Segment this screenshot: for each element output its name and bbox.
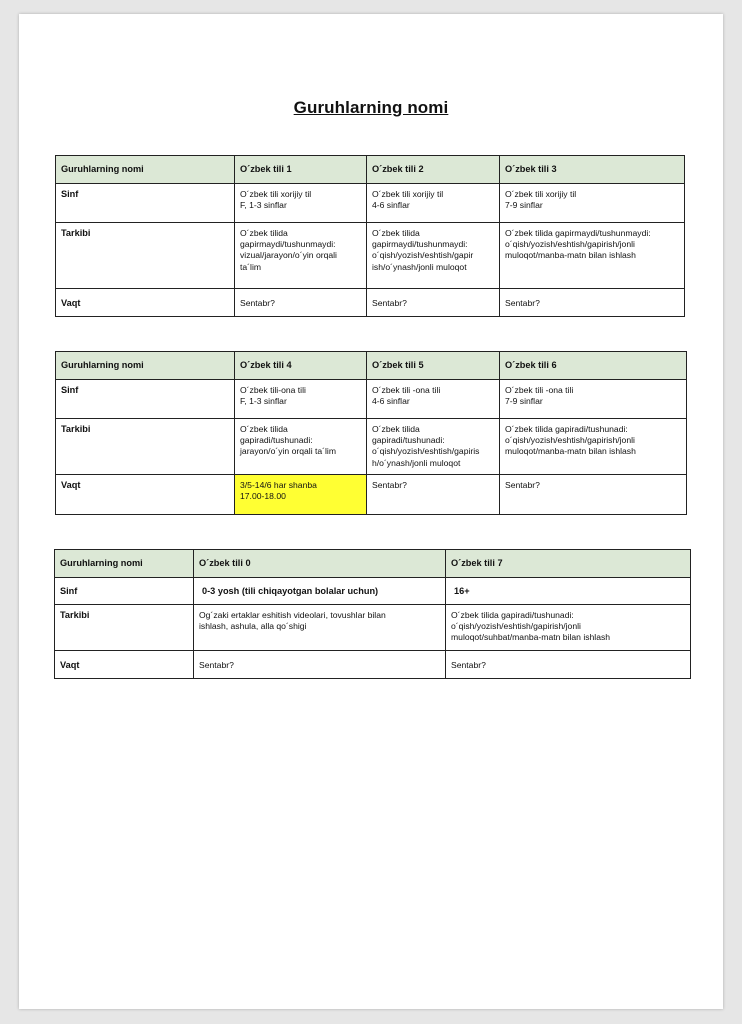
row-label-content: Tarkibi [56,419,235,475]
class-cell: 0-3 yosh (tili chiqayotgan bolalar uchun) [194,578,446,605]
table-row-time [55,651,691,679]
table-row-content [56,223,685,289]
row-label-class: Sinf [55,578,194,605]
groups-table-3 [54,549,691,679]
class-cell: O´zbek tili xorijiy til 7-9 sinflar [500,184,685,223]
header-label-group-name: Guruhlarning nomi [56,156,235,184]
table-row-time [56,475,687,515]
time-cell: Sentabr? [500,289,685,317]
row-label-class: Sinf [56,184,235,223]
table-row-class [56,184,685,223]
class-cell: O´zbek tili xorijiy til F, 1-3 sinflar [235,184,367,223]
table-row-content [55,605,691,651]
row-label-content: Tarkibi [56,223,235,289]
time-cell: Sentabr? [367,289,500,317]
time-cell: Sentabr? [446,651,691,679]
table-header-row [55,550,691,578]
document-title: Guruhlarning nomi [293,98,449,117]
time-cell: Sentabr? [500,475,687,515]
row-label-time: Vaqt [56,289,235,317]
table-row-class [55,578,691,605]
table-header-row [56,352,687,380]
content-cell: O´zbek tilida gapiradi/tushunadi: jarayon/o´yin orqali ta´lim [235,419,367,475]
time-cell: Sentabr? [367,475,500,515]
table-row-time [56,289,685,317]
group-name-cell: O´zbek tili 1 [235,156,367,184]
class-cell: O´zbek tili xorijiy til 4-6 sinflar [367,184,500,223]
row-label-time: Vaqt [55,651,194,679]
class-cell: O´zbek tili -ona tili 4-6 sinflar [367,380,500,419]
group-name-cell: O´zbek tili 5 [367,352,500,380]
content-cell: O´zbek tilida gapiradi/tushunadi: o´qish/yozish/eshtish/gapirish/jonli muloqot/suhbat/manba-matn bilan ishlash [446,605,691,651]
content-cell: Og´zaki ertaklar eshitish videolari, tovushlar bilan ishlash, ashula, alla qo´shigi [194,605,446,651]
content-cell: O´zbek tilida gapirmaydi/tushunmaydi: o´qish/yozish/eshtish/gapirish/jonli muloqot/manba-matn bilan ishlash [500,223,685,289]
row-label-content: Tarkibi [55,605,194,651]
group-name-cell: O´zbek tili 0 [194,550,446,578]
time-cell-highlighted: 3/5-14/6 har shanba 17.00-18.00 [235,475,367,515]
row-label-time: Vaqt [56,475,235,515]
time-cell: Sentabr? [194,651,446,679]
time-cell: Sentabr? [235,289,367,317]
content-cell: O´zbek tilida gapirmaydi/tushunmaydi: vizual/jarayon/o´yin orqali ta´lim [235,223,367,289]
header-label-group-name: Guruhlarning nomi [56,352,235,380]
content-cell: O´zbek tilida gapiradi/tushunadi: o´qish/yozish/eshtish/gapiris h/o´ynash/jonli muloqot [367,419,500,475]
content-cell: O´zbek tilida gapiradi/tushunadi: o´qish/yozish/eshtish/gapirish/jonli muloqot/manba-matn bilan ishlash [500,419,687,475]
class-cell: 16+ [446,578,691,605]
group-name-cell: O´zbek tili 2 [367,156,500,184]
group-name-cell: O´zbek tili 6 [500,352,687,380]
table-row-class [56,380,687,419]
table-header-row [56,156,685,184]
header-label-group-name: Guruhlarning nomi [55,550,194,578]
row-label-class: Sinf [56,380,235,419]
content-cell: O´zbek tilida gapirmaydi/tushunmaydi: o´qish/yozish/eshtish/gapir ish/o´ynash/jonli muloqot [367,223,500,289]
groups-table-1 [55,155,685,317]
class-cell: O´zbek tili -ona tili 7-9 sinflar [500,380,687,419]
group-name-cell: O´zbek tili 3 [500,156,685,184]
group-name-cell: O´zbek tili 7 [446,550,691,578]
groups-table-2 [55,351,687,515]
table-row-content [56,419,687,475]
class-cell: O´zbek tili-ona tili F, 1-3 sinflar [235,380,367,419]
group-name-cell: O´zbek tili 4 [235,352,367,380]
